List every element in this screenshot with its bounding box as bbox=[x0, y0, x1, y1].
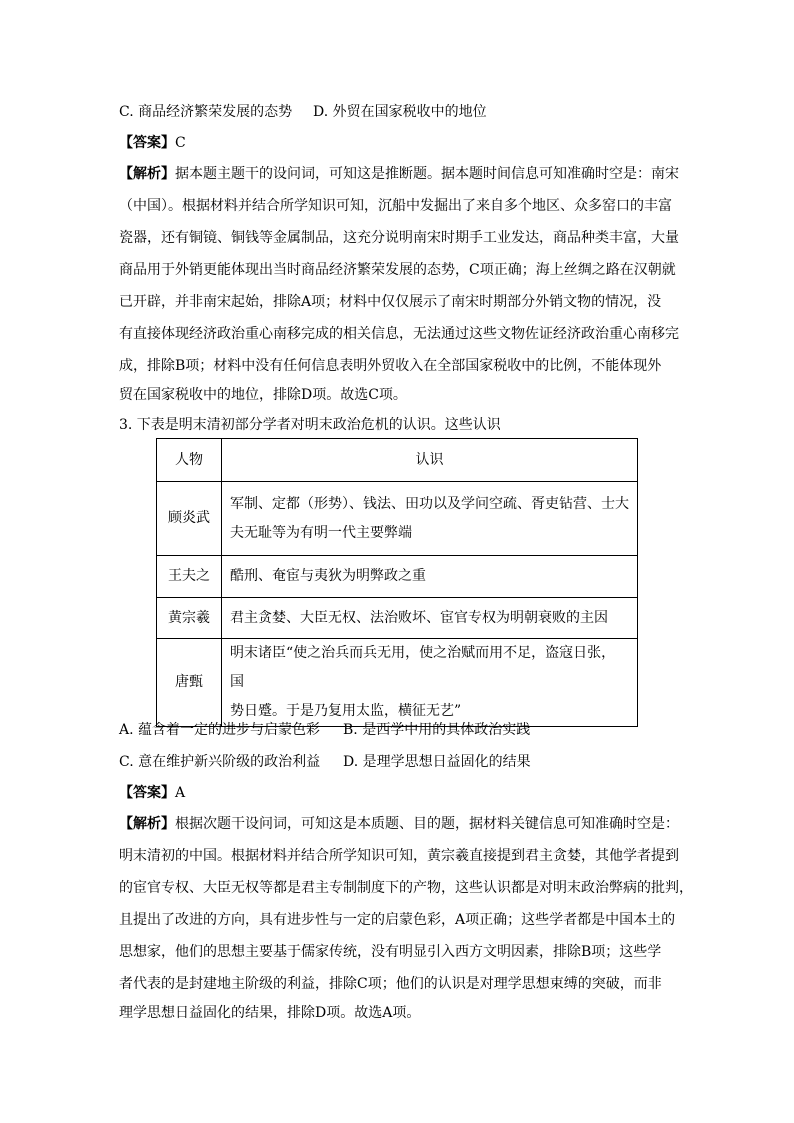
table-row bbox=[157, 556, 638, 598]
q2-option-c: C. 商品经济繁荣发展的态势 bbox=[119, 104, 293, 120]
table-cell-view bbox=[222, 556, 638, 598]
table-cell-name: 顾炎武 bbox=[157, 482, 222, 556]
q3-option-a: A. 蕴含着一定的进步与启蒙色彩 bbox=[119, 722, 321, 738]
scholars-table bbox=[156, 438, 638, 727]
q2-answer-value: C bbox=[175, 135, 186, 151]
q3-analysis-text: 者代表的是封建地主阶级的利益，排除C项；他们的认识是对理学思想束缚的突破，而非 bbox=[119, 976, 662, 992]
table-cell-line: 势日蹙。于是乃复用太监，横征无艺” bbox=[230, 703, 462, 719]
q3-option-c: C. 意在维护新兴阶级的政治利益 bbox=[119, 754, 321, 770]
q3-analysis-text: 理学思想日益固化的结果，排除D项。故选A项。 bbox=[119, 1005, 421, 1021]
table-header-cell: 认识 bbox=[222, 439, 638, 482]
q3-stem: 3. 下表是明末清初部分学者对明末政治危机的认识。这些认识 bbox=[119, 417, 501, 433]
table-cell-view bbox=[222, 598, 638, 639]
q2-analysis-text: 据本题主题干的设问词，可知这是推断题。据本题时间信息可知准确时空是：南宋 bbox=[175, 166, 679, 182]
table-cell-line: 酷刑、奄宦与夷狄为明弊政之重 bbox=[230, 568, 426, 584]
table-header-cell: 人物 bbox=[157, 439, 222, 482]
q2-option-d: D. 外贸在国家税收中的地位 bbox=[313, 104, 487, 120]
table-row bbox=[157, 482, 638, 556]
q3-analysis-text: 明末清初的中国。根据材料并结合所学知识可知，黄宗羲直接提到君主贪婪，其他学者提到 bbox=[119, 848, 679, 864]
q2-analysis-text: 成，排除B项；材料中没有任何信息表明外贸收入在全部国家税收中的比例，不能体现外 bbox=[119, 358, 662, 374]
table-row bbox=[157, 598, 638, 639]
q3-analysis-text: 的宦官专权、大臣无权等都是君主专制制度下的产物，这些认识都是对明末政治弊病的批判， bbox=[119, 880, 693, 896]
q2-analysis-text: 瓷器，还有铜镜、铜钱等金属制品，这充分说明南宋时期手工业发达，商品种类丰富，大量 bbox=[119, 230, 679, 246]
table-cell-name: 黄宗羲 bbox=[157, 598, 222, 639]
answer-label: 【答案】 bbox=[119, 135, 175, 151]
q2-analysis-line bbox=[119, 164, 679, 184]
table-cell-line: 军制、定都（形势）、钱法、田功以及学问空疏、胥吏钻营、士大 bbox=[230, 495, 629, 512]
table-cell-line: 明末诸臣“使之治兵而兵无用，使之治赋而用不足，盗寇日张，国 bbox=[230, 645, 616, 690]
table-cell-line: 君主贪婪、大臣无权、法治败坏、宦官专权为明朝衰败的主因 bbox=[230, 609, 608, 626]
q3-answer-line bbox=[119, 783, 185, 803]
q3-analysis-text: 且提出了改进的方向，具有进步性与一定的启蒙色彩，A项正确；这些学者都是中国本土的 bbox=[119, 912, 676, 928]
table-header-row bbox=[157, 439, 638, 482]
table-cell-view bbox=[222, 482, 638, 556]
q3-option-b: B. 是西学中用的具体政治实践 bbox=[343, 722, 531, 738]
answer-label: 【答案】 bbox=[119, 785, 175, 801]
q3-answer-value: A bbox=[175, 785, 186, 801]
q3-option-d: D. 是理学思想日益固化的结果 bbox=[343, 754, 531, 770]
q2-analysis-text: 已开辟，并非南宋起始，排除A项；材料中仅仅展示了南宋时期部分外销文物的情况，没 bbox=[119, 294, 662, 310]
analysis-label: 【解析】 bbox=[119, 166, 175, 182]
table-cell-line: 夫无耻等为有明一代主要弊端 bbox=[230, 524, 412, 541]
table-cell-view bbox=[222, 639, 638, 727]
analysis-label: 【解析】 bbox=[119, 816, 175, 832]
table-row bbox=[157, 639, 638, 727]
table-cell-name: 唐甄 bbox=[157, 639, 222, 727]
q3-analysis-text: 思想家，他们的思想主要基于儒家传统，没有明显引入西方文明因素，排除B项；这些学 bbox=[119, 944, 662, 960]
q2-analysis-text: 商品用于外销更能体现出当时商品经济繁荣发展的态势，C项正确；海上丝绸之路在汉朝就 bbox=[119, 262, 676, 278]
q3-analysis-line bbox=[119, 814, 679, 834]
table-cell-name: 王夫之 bbox=[157, 556, 222, 598]
q2-analysis-text: 贸在国家税收中的地位，排除D项。故选C项。 bbox=[119, 387, 407, 403]
q3-analysis-text: 根据次题干设问词，可知这是本质题、目的题，据材料关键信息可知准确时空是： bbox=[175, 816, 679, 832]
q2-analysis-text: 有直接体现经济政治重心南移完成的相关信息，无法通过这些文物佐证经济政治重心南移完 bbox=[119, 326, 679, 342]
q2-answer-line bbox=[119, 133, 186, 153]
q2-analysis-text: （中国）。根据材料并结合所学知识可知，沉船中发掘出了来自多个地区、众多窑口的丰富 bbox=[119, 198, 672, 214]
